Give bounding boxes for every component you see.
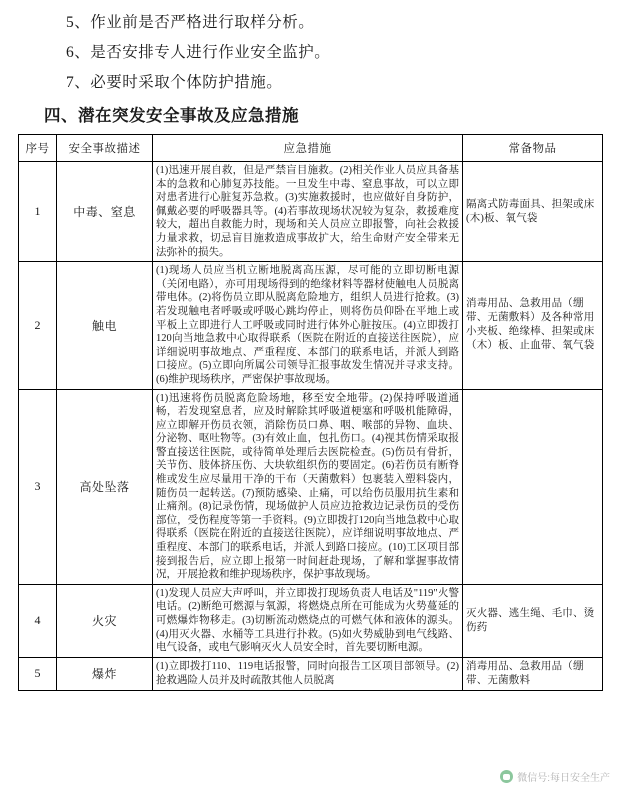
column-header-description: 安全事故描述 [57, 135, 153, 162]
cell-measures: (1)现场人员应当机立断地脱离高压源，尽可能的立即切断电源（关闭电路），亦可用现场得到的绝缘材料等器材使触电人员脱离带电体。(2)将伤员立即从脱离危险地方，组织人员进行抢救。(3)若发现触电者呼吸或呼吸心跳均停止，则将伤员仰卧在平地上或平板上立即进行人工呼吸或同时进行体外心脏按压。(4)立即拨打120向当地急救中心取得联系（医院在附近的直接送往医院），应详细说明事故地点、严重程度、本部门的联系电话，并派人到路口接应。(5)立即向所属公司领导汇报事故发生情况并寻求支持。(6)维护现场秩序，严密保护事故现场。 [153, 262, 463, 389]
cell-measures: (1)迅速将伤员脱离危险场地，移至安全地带。(2)保持呼吸道通畅，若发现窒息者，应及时解除其呼吸道梗塞和呼吸机能障碍，应立即解开伤员衣领，消除伤员口鼻、咽、喉部的异物、血块、分泌物、呕吐物等。(3)有效止血，包扎伤口。(4)视其伤情采取报警直接送往医院，或待简单处理后去医院检查。(5)伤员有骨折，关节伤、肢体挤压伤、大块软组织伤的要固定。(6)若伤员有断脊椎或发生应尽量用干净的干布（天菌敷料）包裹装入塑料袋内，随伤员一起转送。(7)预防感染、止痛，可以给伤员服用抗生素和止痛剂。(8)记录伤情，现场做护人员应边抢救边记录伤员的受伤部位，受伤程度等第一手资料。(9)立即拨打120向当地急救中心取得联系（医院在附近的直接送往医院），应详细说明事故地点、严重程度、本部门的联系电话，并派人到路口接应。(10)工区项目部接到报告后，应立即上报第一时间赶赴现场，了解和掌握事故情况，开展抢救和维护现场秩序，保护事故现场。 [153, 389, 463, 584]
cell-supplies: 灭火器、逃生绳、毛巾、烫伤药 [463, 584, 603, 657]
table-row [19, 262, 603, 389]
watermark [500, 769, 610, 784]
cell-measures: (1)迅速开展自救，但是严禁盲目施救。(2)相关作业人员应具备基本的急救和心肺复苏技能。一旦发生中毒、窒息事故，可以立即对患者进行心脏复苏急救。(3)实施救援时，也应做好自身防护，佩戴必要的呼吸器具等。(4)若事故现场状况较为复杂，救援难度较大，超出自救能力时，现场和关人员应立即报警，向社会救援力量求救，切忌盲目施救造成事故扩大，给生命财产安全带来无法弥补的损失。 [153, 162, 463, 262]
emergency-measures-table [18, 134, 603, 691]
cell-supplies: 消毒用品、急救用品（绷带、无菌敷料 [463, 657, 603, 690]
cell-supplies: 消毒用品、急救用品（绷带、无菌敷料）及各种常用小夹板、绝缘棒、担架或床（木）板、止血带、氧气袋 [463, 262, 603, 389]
table-row [19, 584, 603, 657]
cell-description: 爆炸 [57, 657, 153, 690]
cell-no: 2 [19, 262, 57, 389]
cell-no: 1 [19, 162, 57, 262]
table-header-row [19, 135, 603, 162]
cell-supplies [463, 389, 603, 584]
list-item: 5、作业前是否严格进行取样分析。 [66, 14, 315, 31]
cell-no: 4 [19, 584, 57, 657]
list-item: 6、是否安排专人进行作业安全监护。 [66, 44, 331, 61]
cell-no: 5 [19, 657, 57, 690]
numbered-list [18, 8, 602, 98]
column-header-supplies: 常备物品 [463, 135, 603, 162]
cell-description: 触电 [57, 262, 153, 389]
list-item: 7、必要时采取个体防护措施。 [66, 74, 283, 91]
table-body [19, 162, 603, 691]
column-header-measures: 应急措施 [153, 135, 463, 162]
cell-supplies: 隔离式防毒面具、担架或床(木)板、氧气袋 [463, 162, 603, 262]
cell-measures: (1)立即拨打110、119电话报警，同时向报告工区项目部领导。(2)抢救遇险人员并及时疏散其他人员脱离 [153, 657, 463, 690]
cell-description: 高处坠落 [57, 389, 153, 584]
table-header [19, 135, 603, 162]
cell-description: 中毒、窒息 [57, 162, 153, 262]
cell-measures: (1)发现人员应大声呼叫，并立即拨打现场负责人电话及"119"火警电话。(2)断绝可燃源与氧源，将燃烧点所在可能成为火势蔓延的可燃爆炸物移走。(3)切断流动燃烧点的可燃气体和液体的源头。(4)用灭火器、水桶等工具进行扑救。(5)如火势威胁到电气线路、电气设备，或电气影响灭火人员安全时，首先要切断电源。 [153, 584, 463, 657]
table-row [19, 162, 603, 262]
cell-description: 火灾 [57, 584, 153, 657]
section-heading: 四、潜在突发安全事故及应急措施 [44, 106, 299, 125]
table-row [19, 389, 603, 584]
column-header-no: 序号 [19, 135, 57, 162]
cell-no: 3 [19, 389, 57, 584]
watermark-text: 微信号:每日安全生产 [517, 773, 610, 784]
table-row [19, 657, 603, 690]
wechat-icon [500, 770, 513, 783]
